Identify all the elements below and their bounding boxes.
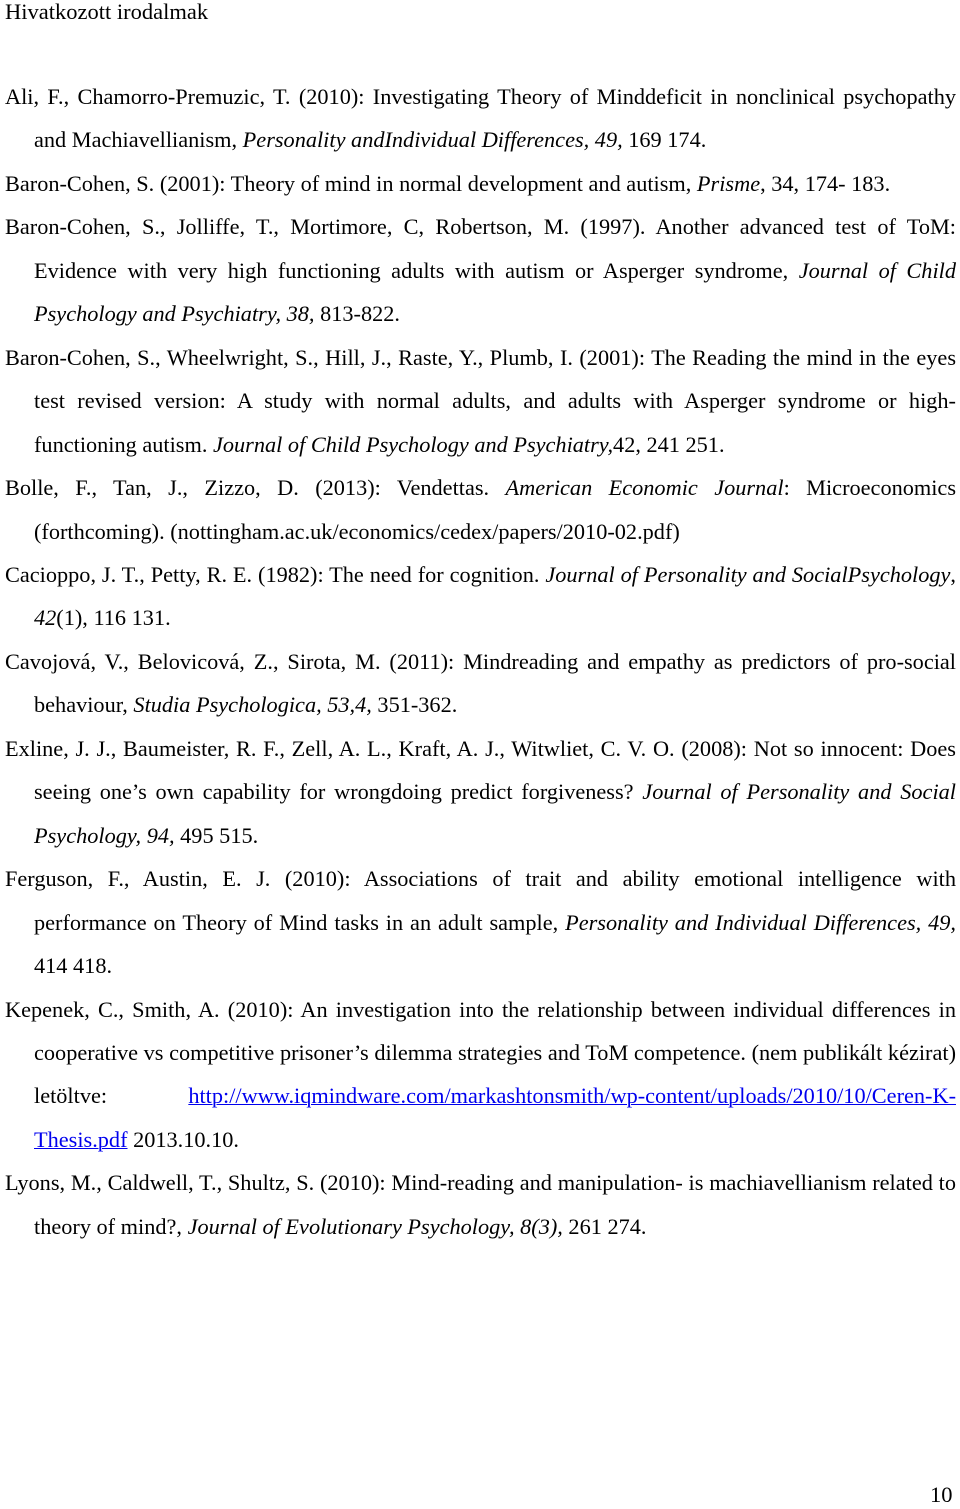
reference-text: Ali, F., Chamorro-Premuzic, T. (2010): Investigating Theory of Minddeficit in nonclinical psychopathy and Machiavellianism, [5, 84, 956, 153]
reference-italic-text: Studia Psychologica, 53,4, [133, 692, 372, 718]
reference-text: 351-362. [371, 692, 458, 718]
reference-italic-text: Journal of Personality and Social Psychology, 94, [34, 779, 956, 848]
reference-text: Kepenek, C., Smith, A. (2010): An investigation into the relationship between individual differences in cooperative vs competitive prisoner’s dilemma strategies and ToM competence. (nem publikált kézirat) letöltve: [5, 996, 956, 1109]
reference-italic-text: Journal of Evolutionary Psychology, 8(3), [187, 1213, 563, 1239]
reference-italic-text: 42 [34, 605, 57, 631]
reference-text: Baron-Cohen, S., Jolliffe, T., Mortimore, C, Robertson, M. (1997). Another advanced test of ToM: Evidence with very high functioning adults with autism or Asperger syndrome, [5, 214, 956, 283]
reference-text: Bolle, F., Tan, J., Zizzo, D. (2013): Vendettas. [5, 475, 506, 501]
reference-italic-text: Personality and Individual Differences, 49, [565, 909, 956, 935]
reference-text: 2013.10.10. [127, 1126, 239, 1152]
reference-entry [5, 857, 956, 987]
reference-text: 42, 241 251. [613, 431, 725, 457]
reference-italic-text: American Economic Journal [505, 475, 784, 501]
reference-text: 495 515. [174, 822, 259, 848]
page-heading: Hivatkozott irodalmak [5, 0, 209, 24]
reference-text: (1), 116 131. [56, 605, 171, 631]
reference-link[interactable]: http://www.iqmindware.com/markashtonsmith/wp-content/uploads/2010/10/Ceren-K-Thesis.pdf [34, 1083, 956, 1152]
reference-entry [5, 727, 956, 857]
reference-text: , [950, 561, 956, 587]
reference-entry [5, 553, 956, 640]
reference-entry [5, 162, 956, 205]
reference-text: Baron-Cohen, S., Wheelwright, S., Hill, J., Raste, Y., Plumb, I. (2001): The Reading the mind in the eyes test revised version: A study with normal adults, and adults with Asperger syndrome or high-functioning autism. [5, 344, 956, 457]
reference-text: Cavojová, V., Belovicová, Z., Sirota, M. (2011): Mindreading and empathy as predictors of pro-social behaviour, [5, 648, 956, 718]
reference-text: 414 418. [34, 953, 113, 979]
reference-entry [5, 640, 956, 727]
reference-entry [5, 205, 956, 335]
reference-text: Exline, J. J., Baumeister, R. F., Zell, A. L., Kraft, A. J., Witwliet, C. V. O. (2008): Not so innocent: Does seeing one’s own capability for wrongdoing predict forgiveness? [5, 735, 956, 805]
reference-italic-text: Prisme [696, 170, 761, 196]
reference-list [5, 75, 956, 1248]
reference-text: : Microeconomics (forthcoming). (nottingham.ac.uk/economics/cedex/papers/2010-02.pdf) [34, 475, 957, 544]
reference-entry [5, 336, 956, 466]
reference-entry [5, 988, 956, 1162]
page-number: 10 [930, 1482, 953, 1507]
reference-italic-text: Journal of Personality and SocialPsychology [545, 561, 951, 587]
reference-text: 169 174. [622, 127, 707, 153]
reference-entry [5, 1161, 956, 1248]
reference-text: 813-822. [314, 301, 400, 327]
reference-text: , 34, 174- 183. [760, 170, 891, 196]
reference-italic-text: Journal of Child Psychology and Psychiatry, [212, 431, 614, 457]
reference-text: Lyons, M., Caldwell, T., Shultz, S. (2010): Mind-reading and manipulation- is machiavellianism related to theory of mind?, [5, 1170, 956, 1239]
reference-entry [5, 75, 956, 162]
reference-italic-text: Personality andIndividual Differences, 49, [242, 127, 623, 153]
reference-text: 261 274. [562, 1213, 647, 1239]
reference-text: Ferguson, F., Austin, E. J. (2010): Associations of trait and ability emotional intelligence with performance on Theory of Mind tasks in an adult sample, [5, 866, 956, 935]
reference-entry [5, 466, 956, 553]
reference-italic-text: Journal of Child Psychology and Psychiatry, 38, [34, 257, 956, 327]
reference-text: Cacioppo, J. T., Petty, R. E. (1982): The need for cognition. [5, 561, 546, 587]
reference-text: Baron-Cohen, S. (2001): Theory of mind in normal development and autism, [5, 170, 697, 196]
